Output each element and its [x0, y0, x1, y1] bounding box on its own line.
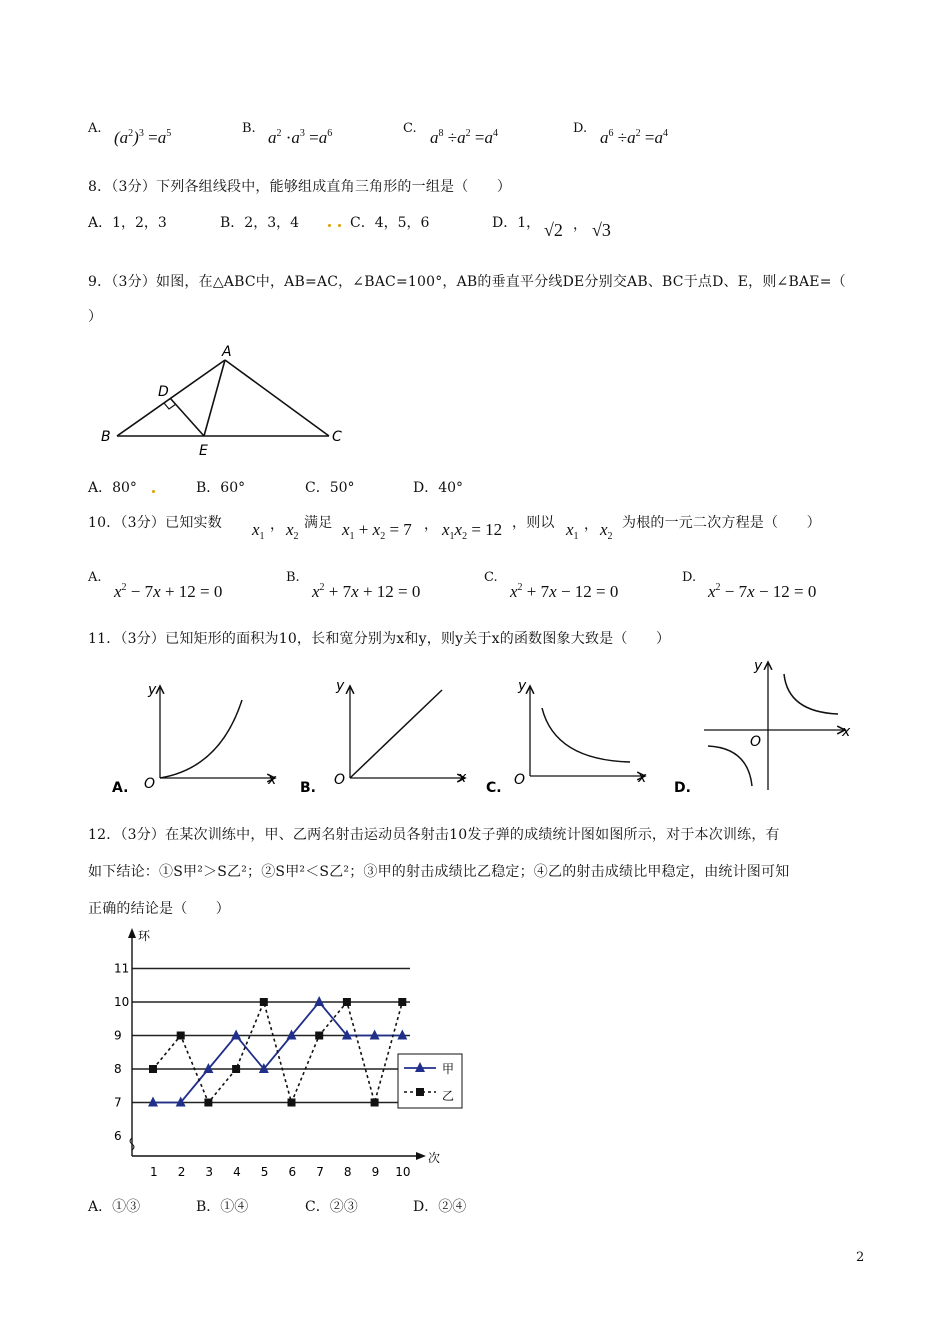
q7-option-b-label: B.	[242, 121, 256, 136]
q10-stem-prefix: 10．（3分）已知实数	[88, 515, 222, 531]
decorative-dot	[338, 224, 341, 227]
q7-option-a-label: A.	[88, 121, 102, 136]
q10-product-condition: $x_1x_2 = 12$	[442, 520, 503, 542]
y-tick-label: 6	[114, 1129, 122, 1143]
label-e: E	[199, 443, 208, 459]
q10-stem-sep2: ，	[424, 517, 439, 533]
graph-c-y: y	[518, 678, 527, 694]
q10-stem-mid: 满足	[304, 515, 333, 531]
point-jia	[397, 1030, 407, 1040]
series-line-yi	[153, 1002, 402, 1103]
q10-x2: $x_2$	[286, 520, 299, 542]
y-axis-title: 环	[138, 929, 151, 943]
q8-stem: 8．（3分）下列各组线段中，能够组成直角三角形的一组是（ ）	[88, 179, 512, 195]
q10-stem-then: ，则以	[512, 515, 555, 531]
x-tick-label: 6	[288, 1165, 297, 1179]
point-jia	[231, 1030, 241, 1040]
point-yi	[232, 1065, 240, 1073]
q9-option-c: C．50°	[305, 480, 355, 496]
graph-a-label: A.	[112, 780, 129, 796]
q12-option-b: B．①④	[196, 1199, 249, 1215]
q8-option-c: C．4，5，6	[350, 215, 430, 231]
page-number: 2	[856, 1250, 865, 1265]
graph-d-y: y	[754, 658, 763, 674]
q8-option-a: A．1，2，3	[88, 215, 167, 231]
q7-option-a-expr: $(a^2)^3 =a^5$	[114, 128, 172, 147]
q12-stem-line1: 12．（3分）在某次训练中，甲、乙两名射击运动员各射击10发子弹的成绩统计图如图所示，对于本次训练，有	[88, 827, 780, 843]
y-tick-label: 10	[114, 995, 130, 1009]
point-yi	[204, 1099, 212, 1107]
q8-option-d-comma: ，	[573, 217, 587, 233]
q12-option-d: D．②④	[413, 1199, 467, 1215]
graph-a-y: y	[148, 682, 157, 698]
segment-de	[170, 398, 204, 436]
label-d: D	[158, 384, 169, 400]
x-tick-label: 1	[150, 1165, 158, 1179]
q10-option-a-label: A.	[88, 570, 102, 585]
x-tick-label: 3	[205, 1165, 214, 1179]
label-a: A	[222, 344, 232, 360]
point-yi	[288, 1099, 296, 1107]
point-yi	[398, 998, 406, 1006]
x-axis-title: 次	[428, 1151, 441, 1165]
x-tick-label: 2	[177, 1165, 186, 1179]
q11-stem: 11．（3分）已知矩形的面积为10，长和宽分别为x和y，则y关于x的函数图象大致是（ ）	[88, 631, 671, 647]
q8-option-b: B．2，3，4	[220, 215, 300, 231]
point-jia	[314, 996, 324, 1006]
right-angle-mark	[164, 403, 176, 409]
side-ac	[225, 360, 329, 436]
q8-option-d-root3: √3	[592, 220, 611, 240]
graph-a-x: x	[268, 772, 277, 788]
graph-b	[300, 678, 467, 796]
point-yi	[315, 1032, 323, 1040]
q8-option-d-root2: √2	[544, 220, 563, 240]
q8-option-d: D．1，	[492, 215, 541, 231]
q10-x2-root: $x_2$	[600, 520, 613, 542]
q10-option-d-label: D.	[682, 570, 697, 585]
q10-option-b-label: B.	[286, 570, 300, 585]
q12-option-a: A．①③	[88, 1199, 141, 1215]
q10-option-d-expr: $x^2 - 7x - 12 = 0$	[708, 582, 817, 601]
x-tick-label: 4	[233, 1165, 241, 1179]
x-tick-label: 5	[260, 1165, 269, 1179]
x-tick-label: 10	[395, 1165, 411, 1179]
point-yi	[343, 998, 351, 1006]
x-tick-label: 8	[343, 1165, 352, 1179]
q11-graph-options	[100, 660, 860, 800]
segment-ae	[204, 360, 225, 436]
legend-yi-label: 乙	[442, 1089, 455, 1103]
q12-stem-line2: 如下结论：①S甲²＞S乙²；②S甲²＜S乙²；③甲的射击成绩比乙稳定；④乙的射击成绩比甲稳定，由统计图可知	[88, 864, 790, 880]
graph-b-x: x	[458, 770, 467, 786]
q7-option-d-label: D.	[573, 121, 588, 136]
graph-b-label: B.	[300, 780, 316, 796]
graph-a-origin: O	[144, 776, 156, 792]
x-tick-label: 9	[371, 1165, 380, 1179]
point-jia	[148, 1097, 158, 1107]
y-axis-arrow	[128, 928, 136, 938]
q10-stem-sep3: ，	[584, 517, 599, 533]
legend-jia-label: 甲	[442, 1062, 455, 1076]
point-yi	[177, 1032, 185, 1040]
q10-option-b-expr: $x^2 + 7x + 12 = 0$	[312, 582, 421, 601]
q9-option-a: A．80°	[88, 480, 137, 496]
graph-d	[674, 658, 851, 796]
label-c: C	[332, 429, 342, 445]
graph-b-y: y	[336, 678, 345, 694]
graph-a	[112, 682, 277, 796]
q12-option-c: C．②③	[305, 1199, 358, 1215]
q9-option-b: B．60°	[196, 480, 246, 496]
y-tick-label: 11	[114, 961, 130, 976]
x-axis-arrow	[416, 1152, 426, 1160]
score-line-chart	[110, 926, 470, 1179]
q10-x1-root: $x_1$	[566, 520, 579, 542]
q7-option-c-expr: $a^8 \div a^2 =a^4$	[430, 128, 498, 147]
q7-option-b-expr: $a^2 \cdot a^3 =a^6$	[268, 128, 333, 147]
q9-stem-line1: 9．（3分）如图，在△ABC中，AB=AC，∠BAC=100°，AB的垂直平分线DE分别交AB、BC于点D、E，则∠BAE=（	[88, 274, 846, 290]
q9-option-d: D．40°	[413, 480, 464, 496]
label-b: B	[101, 429, 111, 445]
graph-d-origin: O	[750, 734, 762, 750]
point-yi	[371, 1099, 379, 1107]
q7-option-d-expr: $a^6 \div a^2 =a^4$	[600, 128, 668, 147]
decorative-dot	[328, 224, 331, 227]
graph-c-origin: O	[514, 772, 526, 788]
y-tick-label: 9	[114, 1028, 122, 1043]
q10-stem-suffix: 为根的一元二次方程是（ ）	[622, 515, 821, 531]
y-tick-label: 7	[114, 1095, 122, 1110]
graph-d-label: D.	[674, 780, 691, 796]
legend-yi-marker	[416, 1088, 424, 1096]
graph-c-label: C.	[486, 780, 502, 796]
q10-stem-sep: ，	[270, 517, 285, 533]
q12-stem-line3: 正确的结论是（ ）	[88, 901, 230, 917]
graph-d-x: x	[842, 724, 851, 740]
x-tick-label: 7	[316, 1165, 324, 1179]
graph-c-x: x	[638, 770, 647, 786]
point-yi	[260, 998, 268, 1006]
q10-sum-condition: $x_1 + x_2 = 7$	[342, 520, 412, 542]
graph-b-origin: O	[334, 772, 346, 788]
q7-option-c-label: C.	[403, 121, 417, 136]
q10-option-a-expr: $x^2 - 7x + 12 = 0$	[114, 582, 223, 601]
q10-option-c-label: C.	[484, 570, 498, 585]
q10-x1: $x_1$	[252, 520, 265, 542]
y-tick-label: 8	[114, 1062, 122, 1076]
q10-option-c-expr: $x^2 + 7x - 12 = 0$	[510, 582, 619, 601]
decorative-dot	[152, 490, 155, 493]
graph-c	[486, 678, 647, 796]
point-jia	[370, 1030, 380, 1040]
q9-stem-line2: ）	[88, 309, 103, 325]
point-yi	[149, 1065, 157, 1073]
q9-triangle-figure	[95, 340, 365, 460]
